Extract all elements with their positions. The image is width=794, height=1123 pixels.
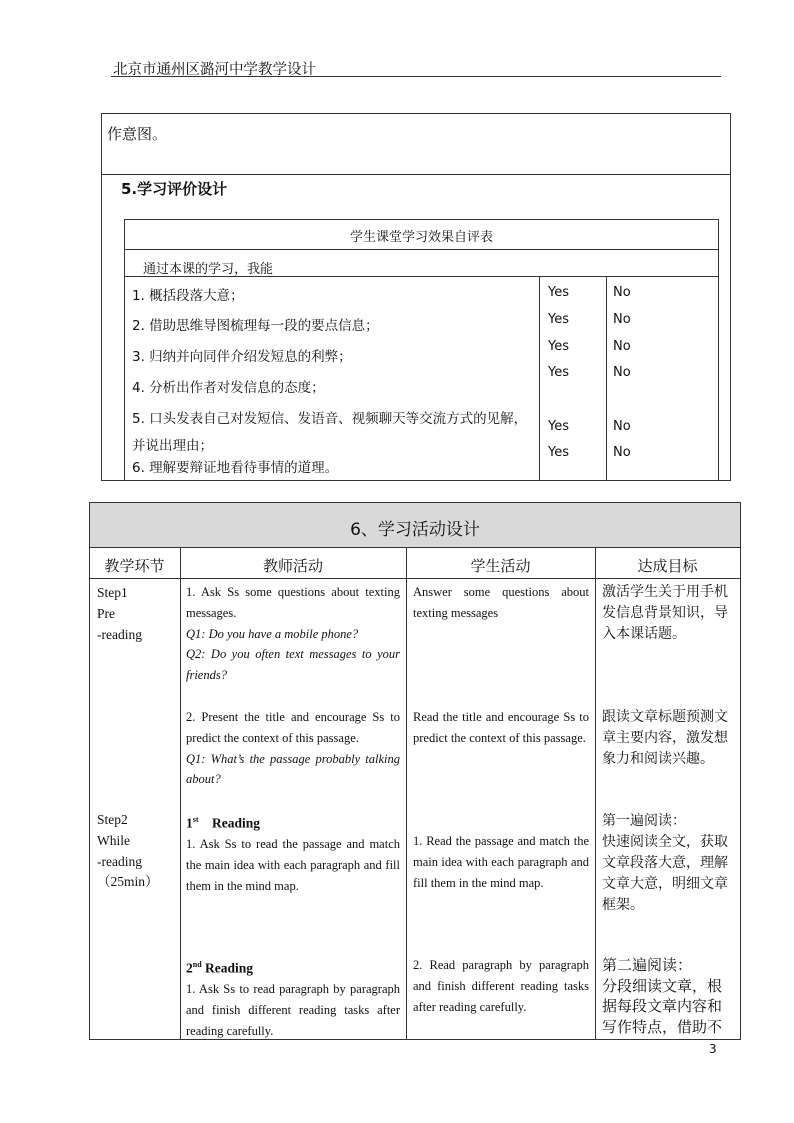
student-activity-3: 1. Read the passage and match the main idea with each paragraph and fill them in the mind map. [413, 834, 589, 890]
column-header: 学生活动 [470, 557, 531, 575]
eval-item: 5. 口头发表自己对发短信、发语音、视频聊天等交流方式的见解，并说出理由； [132, 411, 528, 454]
goal-4: 第二遍阅读： 分段细读文章，根据每段文章内容和写作特点，借助不 [602, 956, 723, 1036]
header-rule [111, 76, 721, 77]
no-label: No [613, 445, 631, 460]
eval-table-col-divider [606, 276, 607, 481]
eval-item: 2. 借助思维导图梳理每一段的要点信息； [132, 318, 379, 334]
column-header: 达成目标 [637, 557, 698, 575]
document-header: 北京市通州区潞河中学教学设计 [113, 62, 316, 78]
student-activity-4: 2. Read paragraph by paragraph and finish different reading tasks after reading carefully. [413, 958, 589, 1014]
no-label: No [613, 419, 631, 434]
activity-header-divider [89, 578, 741, 579]
eval-item: 6. 理解要辩证地看待事情的道理。 [132, 460, 339, 476]
eval-table-title: 学生课堂学习效果自评表 [349, 230, 493, 245]
section6-heading: 6、学习活动设计 [350, 520, 480, 540]
yes-label: Yes [548, 339, 569, 354]
no-label: No [613, 312, 631, 327]
eval-lead: 通过本课的学习，我能 [143, 262, 274, 277]
goal-2: 跟读文章标题预测文章主要内容，激发想象力和阅读兴趣。 [602, 709, 728, 767]
column-header: 教学环节 [104, 557, 165, 575]
teacher-activity-4: 2nd Reading 1. Ask Ss to read paragraph by paragraph and finish different reading tasks after reading carefully. [186, 960, 400, 1038]
activity-col-divider [406, 548, 407, 1040]
eval-item: 4. 分析出作者对发信息的态度； [132, 380, 325, 396]
intro-text: 作意图。 [107, 125, 168, 143]
yes-label: Yes [548, 445, 569, 460]
activity-table-border [89, 548, 90, 1040]
eval-item: 3. 归纳并向同伴介绍发短息的利弊； [132, 349, 352, 365]
goal-3: 第一遍阅读： 快速阅读全文，获取文章段落大意，理解文章大意，明细文章框架。 [602, 813, 728, 913]
yes-label: Yes [548, 365, 569, 380]
activity-table-border [740, 548, 741, 1040]
no-label: No [613, 365, 631, 380]
yes-label: Yes [548, 419, 569, 434]
teacher-activity-3: 1st Reading 1. Ask Ss to read the passage and match the main idea with each paragraph and fill them in the mind map. [186, 815, 400, 893]
teacher-activity-2: 2. Present the title and encourage Ss to predict the context of this passage. Q1: What’s the passage probably talking about? [186, 710, 400, 787]
teacher-activity-1: 1. Ask Ss some questions about texting messages. Q1: Do you have a mobile phone? Q2: Do you often text messages to your friends? [186, 585, 400, 683]
step2-label: Step2 While -reading （25min） [97, 812, 159, 890]
yes-label: Yes [548, 285, 569, 300]
page-number: 3 [709, 1042, 717, 1056]
student-activity-2: Read the title and encourage Ss to predict the context of this passage. [413, 710, 589, 745]
yes-label: Yes [548, 312, 569, 327]
eval-item: 1. 概括段落大意； [132, 288, 244, 304]
activity-col-divider [595, 548, 596, 1040]
eval-table-row-divider [124, 249, 719, 250]
goal-1: 激活学生关于用手机发信息背景知识，导入本课话题。 [602, 584, 728, 642]
activity-col-divider [180, 548, 181, 1040]
upper-table-divider [101, 174, 731, 175]
column-header: 教师活动 [262, 557, 323, 575]
no-label: No [613, 339, 631, 354]
no-label: No [613, 285, 631, 300]
student-activity-1: Answer some questions about texting messages [413, 585, 589, 620]
section5-heading: 5.学习评价设计 [121, 180, 228, 198]
step1-label: Step1 Pre -reading [97, 585, 142, 642]
eval-table-col-divider [539, 276, 540, 481]
